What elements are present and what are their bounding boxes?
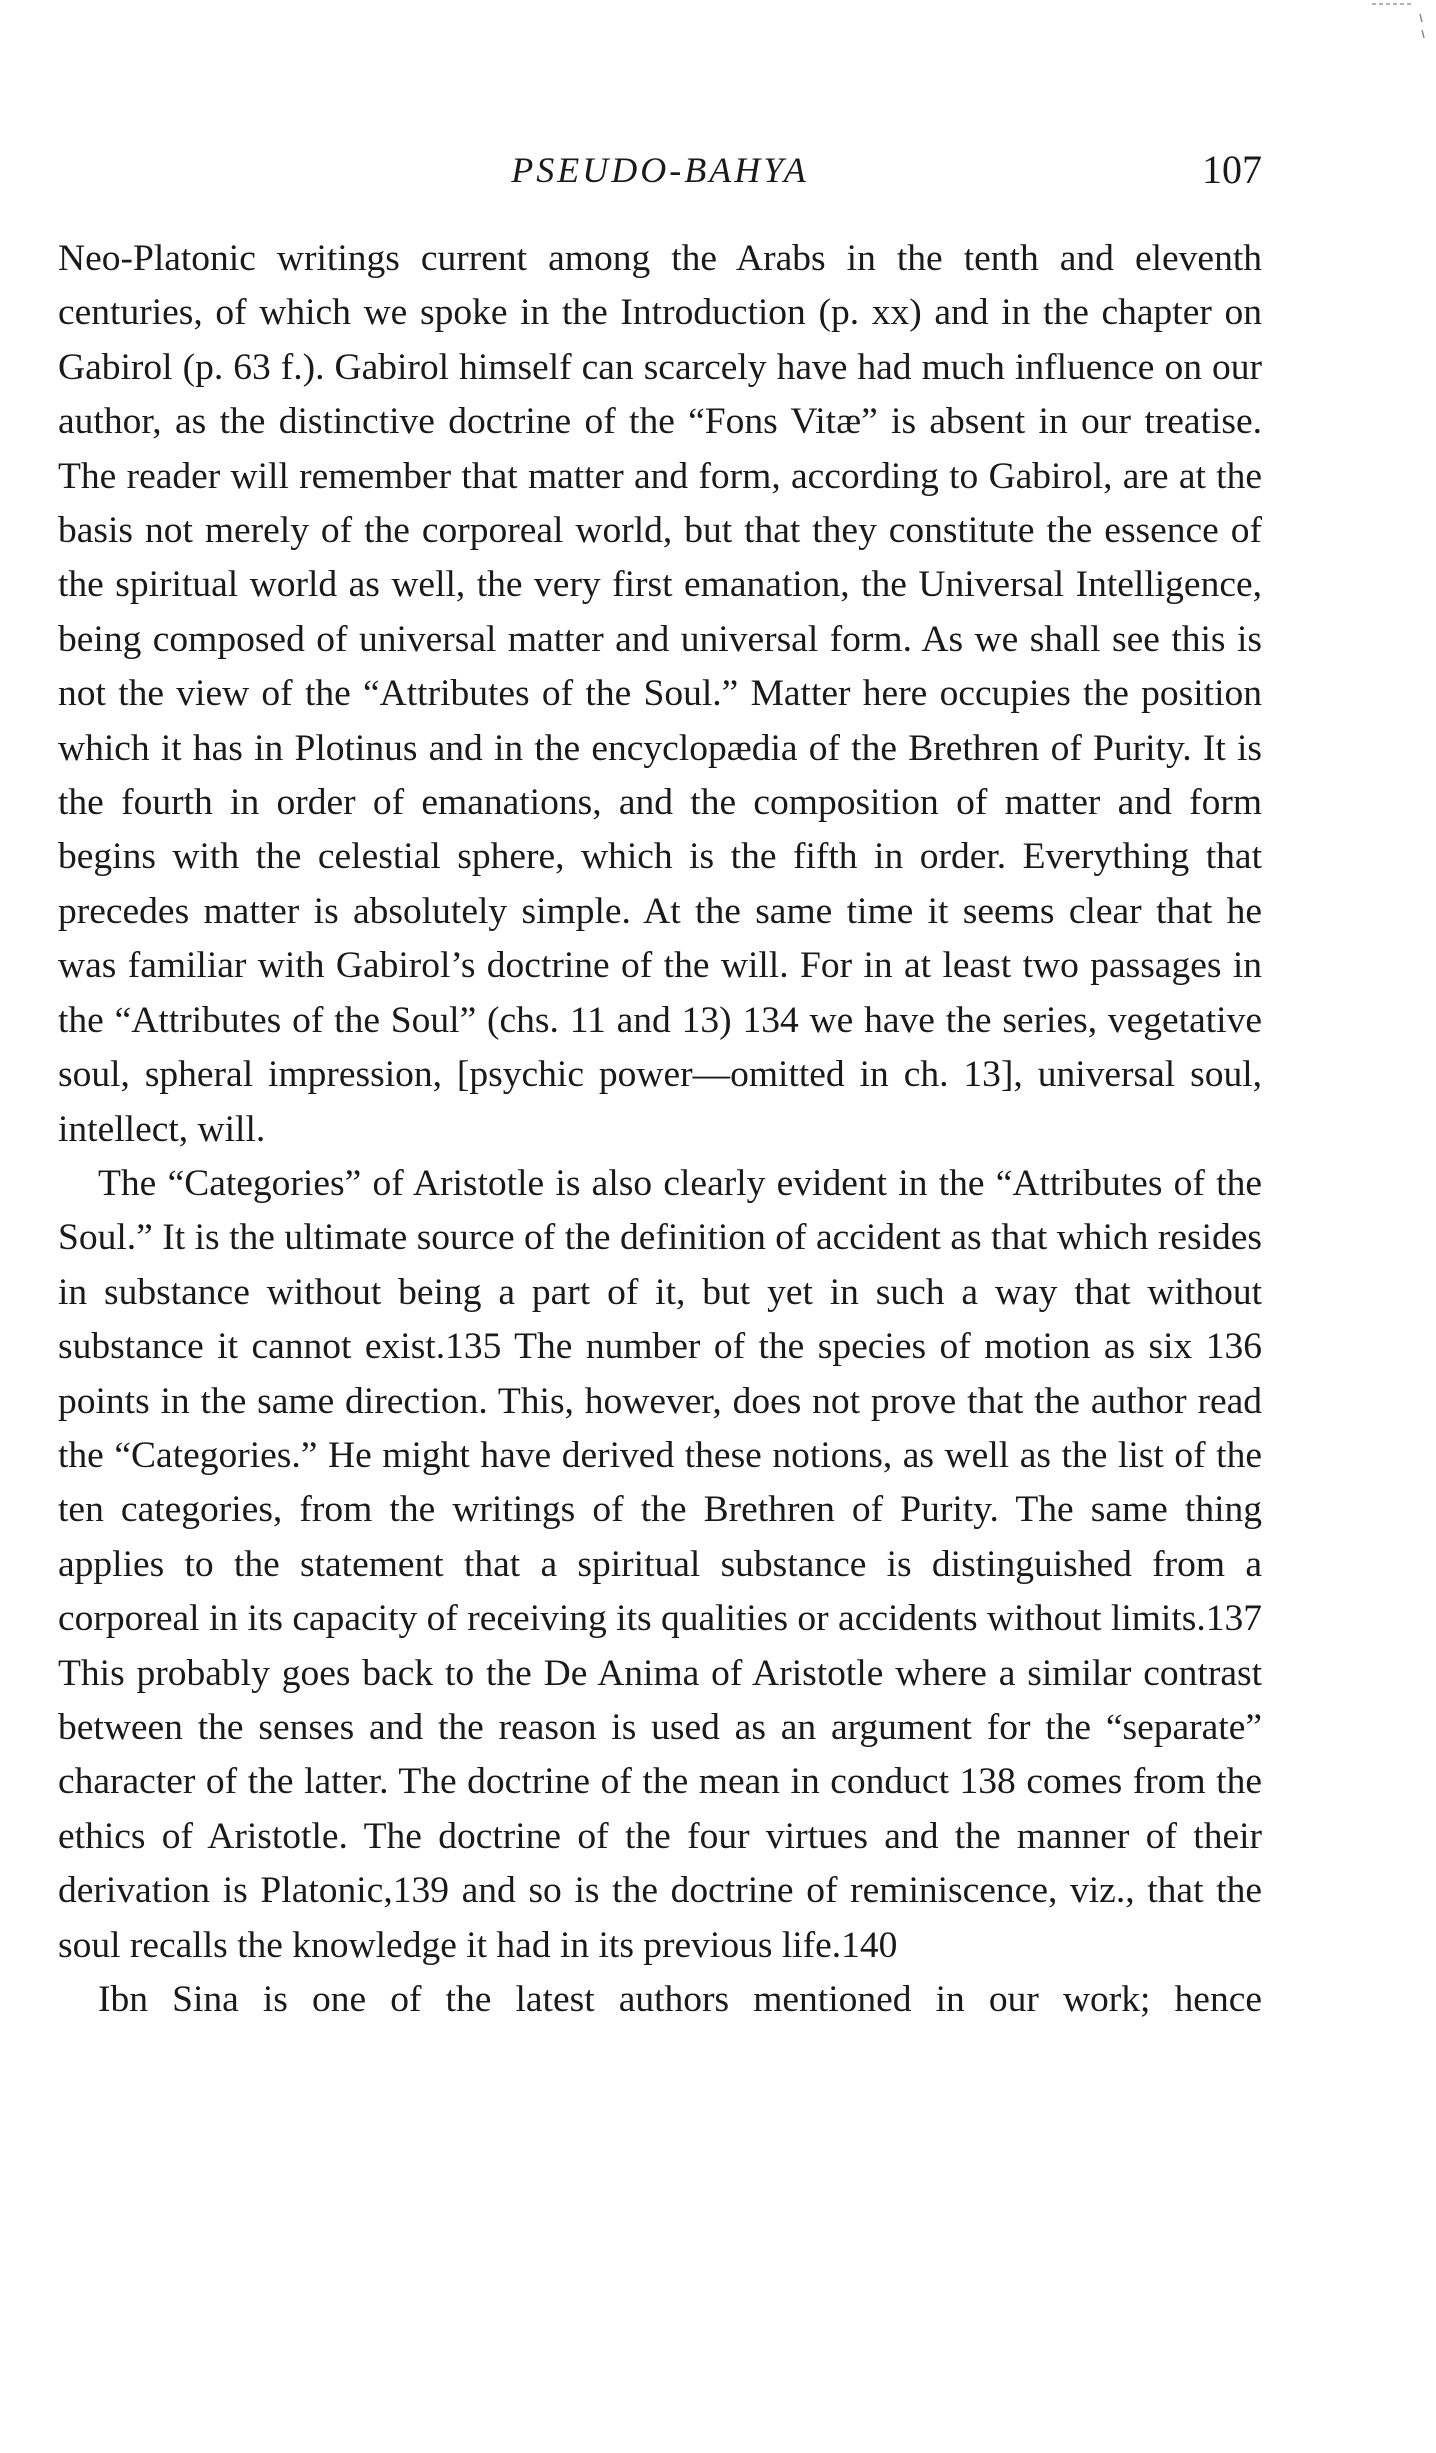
scan-edge-mark: [1372, 0, 1436, 60]
paragraph-categories: The “Categories” of Aristotle is also clearly evident in the “Attributes of the Soul.” It is the ultimate source of the definition of accident as that which resides in substance without being a part of it, but yet in such a way that without substance it cannot exist.135 The number of the species of motion as six 136 points in the same direction. This, however, does not prove that the author read the “Categories.” He might have derived these notions, as well as the list of the ten categories, from the writings of the Brethren of Purity. The same thing applies to the statement that a spiritual substance is distinguished from a corporeal in its capacity of receiving its qualities or accidents without limits.137 This probably goes back to the De Anima of Aristotle where a similar contrast between the senses and the reason is used as an argument for the “separate” character of the latter. The doctrine of the mean in conduct 138 comes from the ethics of Aristotle. The doctrine of the four virtues and the manner of their derivation is Platonic,139 and so is the doctrine of reminiscence, viz., that the soul recalls the knowledge it had in its previous life.140: [58, 1162, 1262, 1966]
running-head: [58, 140, 1262, 200]
body-text: [58, 232, 1262, 2027]
paragraph-continued: Neo-Platonic writings current among the Arabs in the tenth and eleventh centuries, of which we spoke in the Introduction (p. xx) and in the chapter on Gabirol (p. 63 f.). Gabirol himself can scarcely have had much influence on our author, as the distinctive doctrine of the “Fons Vitæ” is absent in our treatise. The reader will remember that matter and form, according to Gabirol, are at the basis not merely of the corporeal world, but that they constitute the essence of the spiritual world as well, the very first emanation, the Universal Intelligence, being composed of universal matter and universal form. As we shall see this is not the view of the “Attributes of the Soul.” Matter here occupies the position which it has in Plotinus and in the encyclopædia of the Brethren of Purity. It is the fourth in order of emanations, and the composition of matter and form begins with the celestial sphere, which is the fifth in order. Everything that precedes matter is absolutely simple. At the same time it seems clear that he was familiar with Gabirol’s doctrine of the will. For in at least two passages in the “Attributes of the Soul” (chs. 11 and 13) 134 we have the series, vegetative soul, spheral impression, [psychic power—omitted in ch. 13], universal soul, intellect, will.: [58, 238, 1262, 1150]
running-title: PSEUDO-BAHYA: [511, 150, 809, 190]
paragraph-ibn-sina: Ibn Sina is one of the latest authors mentioned in our work; hence: [98, 1979, 1262, 2020]
page-number: 107: [1202, 147, 1262, 192]
